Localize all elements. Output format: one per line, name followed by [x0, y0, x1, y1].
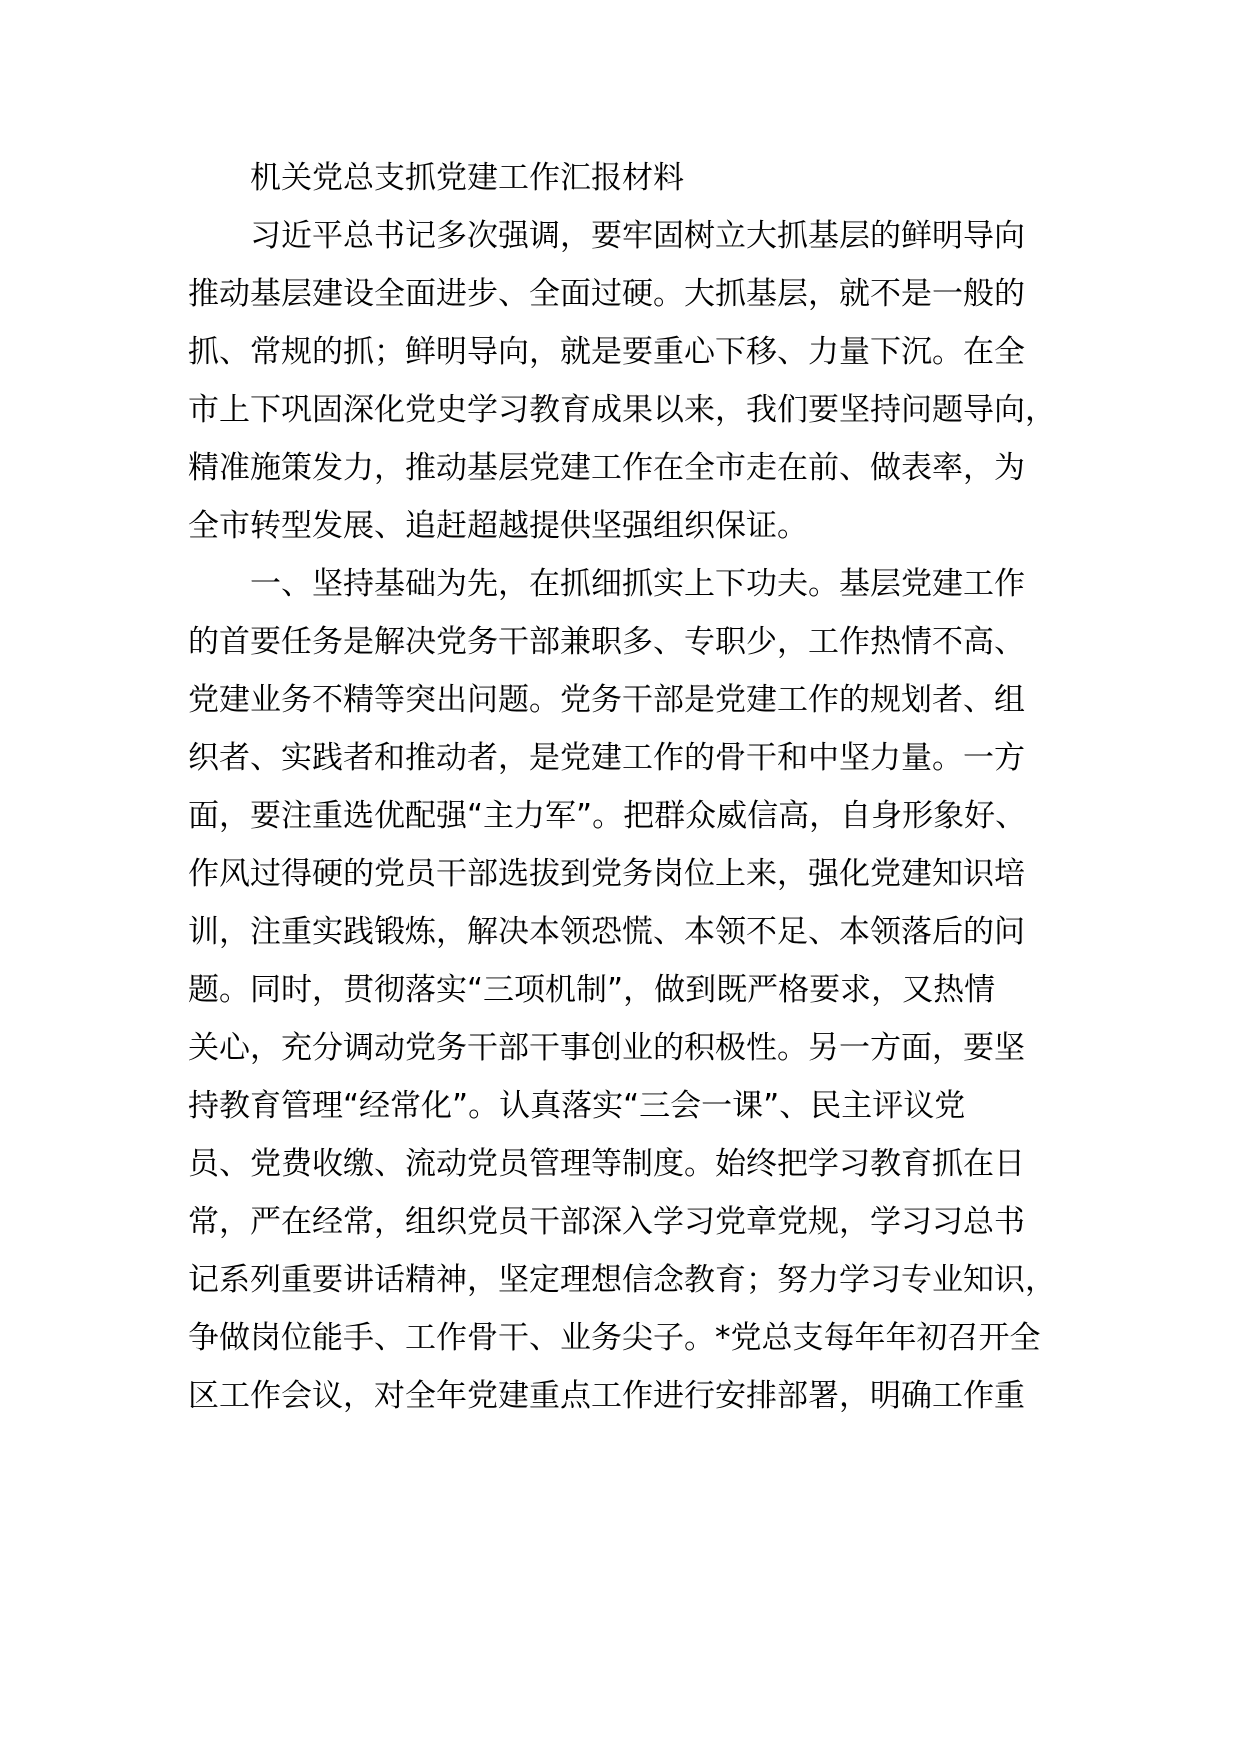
paragraph-line: 全市转型发展、追赶超越提供坚强组织保证。: [188, 508, 808, 544]
document-title: 机关党总支抓党建工作汇报材料: [250, 160, 684, 196]
paragraph-line: 织者、实践者和推动者，是党建工作的骨干和中坚力量。一方: [188, 740, 1025, 776]
paragraph-line: 员、党费收缴、流动党员管理等制度。始终把学习教育抓在日: [188, 1146, 1025, 1182]
paragraph-line: 的首要任务是解决党务干部兼职多、专职少，工作热情不高、: [188, 624, 1025, 660]
paragraph-line: 面，要注重选优配强“主力军”。把群众威信高，自身形象好、: [188, 798, 1027, 834]
paragraph-line: 训，注重实践锻炼，解决本领恐慌、本领不足、本领落后的问: [188, 914, 1025, 950]
paragraph-line: 市上下巩固深化党史学习教育成果以来，我们要坚持问题导向，: [188, 392, 1056, 428]
paragraph-line: 常，严在经常，组织党员干部深入学习党章党规，学习习总书: [188, 1204, 1025, 1240]
paragraph-line: 党建业务不精等突出问题。党务干部是党建工作的规划者、组: [188, 682, 1025, 718]
paragraph-line: 推动基层建设全面进步、全面过硬。大抓基层，就不是一般的: [188, 276, 1025, 312]
paragraph-line: 争做岗位能手、工作骨干、业务尖子。*党总支每年年初召开全: [188, 1320, 1041, 1356]
paragraph-line: 精准施策发力，推动基层党建工作在全市走在前、做表率，为: [188, 450, 1025, 486]
paragraph-line: 抓、常规的抓；鲜明导向，就是要重心下移、力量下沉。在全: [188, 334, 1025, 370]
paragraph-line: 题。同时，贯彻落实“三项机制”，做到既严格要求，又热情: [188, 972, 996, 1008]
paragraph-line: 作风过得硬的党员干部选拔到党务岗位上来，强化党建知识培: [188, 856, 1025, 892]
paragraph-line: 习近平总书记多次强调，要牢固树立大抓基层的鲜明导向: [250, 218, 1025, 254]
paragraph-line: 记系列重要讲话精神，坚定理想信念教育；努力学习专业知识，: [188, 1262, 1056, 1298]
paragraph-line: 一、坚持基础为先，在抓细抓实上下功夫。基层党建工作: [250, 566, 1025, 602]
paragraph-line: 关心，充分调动党务干部干事创业的积极性。另一方面，要坚: [188, 1030, 1025, 1066]
paragraph-line: 持教育管理“经常化”。认真落实“三会一课”、民主评议党: [188, 1088, 966, 1124]
paragraph-line: 区工作会议，对全年党建重点工作进行安排部署，明确工作重: [188, 1378, 1025, 1414]
